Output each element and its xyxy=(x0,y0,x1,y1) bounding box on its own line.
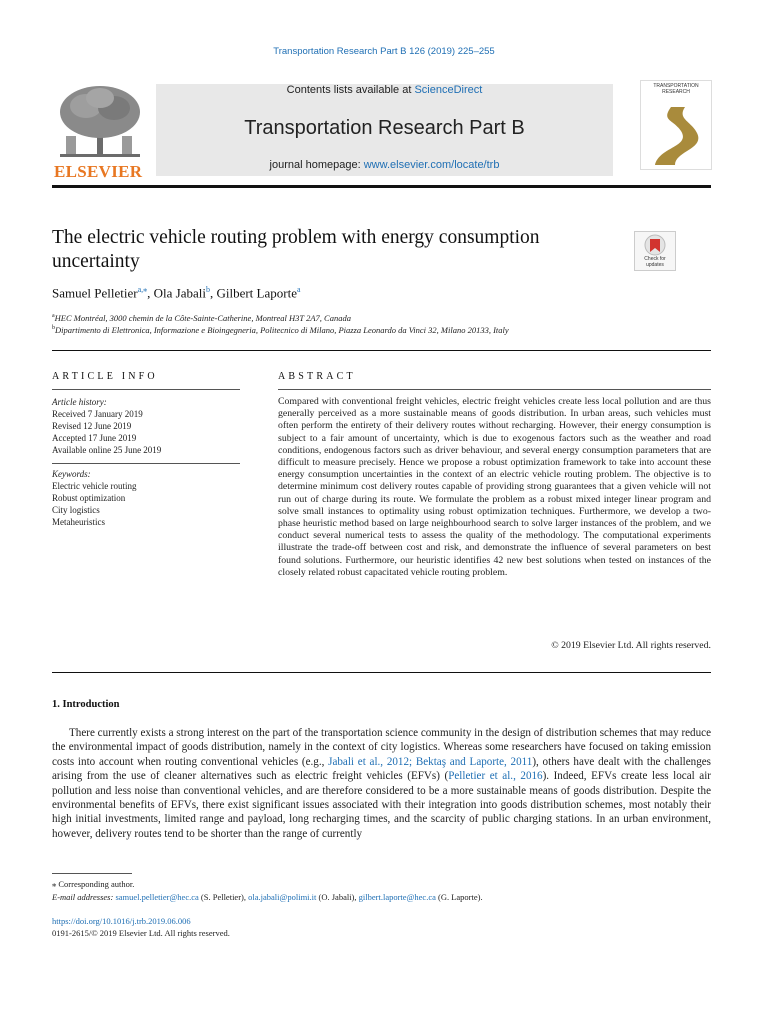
affiliation-key: b xyxy=(52,325,55,332)
intro-text-part: There currently exists a strong interest on the part of the transportation science community in the design of distribution schemes that may reduce the environmental impact of goods distribution, namely in the context of city logistics. Whereas some researchers have focused on taking emission costs into account when routing conventional vehicles (e.g., xyxy=(52,727,711,768)
contents-line xyxy=(156,84,613,96)
footnote-emails xyxy=(52,892,483,902)
email-link[interactable]: samuel.pelletier@hec.ca xyxy=(115,892,199,902)
affiliation-text: Dipartimento di Elettronica, Informazione e Bioingegneria, Politecnico di Milano, Piazza Leonardo da Vinci 32, Milano 20133, Italy xyxy=(55,325,509,335)
affiliation-key: a xyxy=(52,313,55,320)
keyword: Electric vehicle routing xyxy=(52,481,137,491)
check-updates-label: Check for updates xyxy=(644,256,666,268)
article-title: The electric vehicle routing problem with energy consumption uncertainty xyxy=(52,227,540,272)
history-item: Received 7 January 2019 xyxy=(52,409,143,419)
abstract-copyright: © 2019 Elsevier Ltd. All rights reserved. xyxy=(551,640,711,651)
contents-prefix: Contents lists available at xyxy=(286,84,415,96)
keyword: Robust optimization xyxy=(52,493,126,503)
keywords-label: Keywords: xyxy=(52,469,91,479)
author-separator: , xyxy=(209,285,217,301)
affiliation xyxy=(52,325,509,335)
email-link[interactable]: gilbert.laporte@hec.ca xyxy=(358,892,436,902)
history-item: Revised 12 June 2019 xyxy=(52,421,132,431)
check-for-updates-button[interactable] xyxy=(634,231,676,271)
keyword: Metaheuristics xyxy=(52,517,105,527)
keywords xyxy=(52,468,242,528)
affiliation-text: HEC Montréal, 3000 chemin de la Côte-Sainte-Catherine, Montreal H3T 2A7, Canada xyxy=(54,313,351,323)
history-item: Available online 25 June 2019 xyxy=(52,445,162,455)
author-list xyxy=(52,285,301,301)
journal-banner xyxy=(156,84,613,176)
citation-link[interactable]: Pelletier et al., 2016 xyxy=(448,770,543,783)
email-owner: (G. Laporte). xyxy=(435,892,483,902)
publisher-wordmark: ELSEVIER xyxy=(54,162,143,181)
homepage-line xyxy=(156,159,613,171)
keyword: City logistics xyxy=(52,505,100,515)
article-info-heading: ARTICLE INFO xyxy=(52,371,158,382)
abstract-heading: ABSTRACT xyxy=(278,371,356,382)
history-label: Article history: xyxy=(52,397,107,407)
homepage-prefix: journal homepage: xyxy=(269,159,364,171)
author-separator: , xyxy=(147,285,154,301)
abstract-text: Compared with conventional freight vehicles, electric freight vehicles create less local pollution and are thus generally perceived as a more sustainable means of goods distribution. In urban areas, such vehicles must often perform the entirety of their delivery routes without recharging. However, their energy consumption is subject to a fair amount of uncertainty, which is due to exogenous factors such as the weather and road conditions, endogenous factors such as driver behaviour, and several energy consumption parameters that are difficult to measure precisely. Hence we propose a robust optimization framework to take into account these energy consumption uncertainties in the context of an electric vehicle routing problem. The objective is to determine minimum cost delivery routes capable of providing strong guarantees that a given vehicle will not run out of charge during its route. We formulate the problem as a robust mixed integer linear program and solve small instances to optimality using robust optimization techniques. Furthermore, we develop a two-phase heuristic method based on large neighbourhood search to solve larger instances of the problem, and we conduct several numerical tests to assess the quality of the methodology. The computational experiments illustrate the trade-off between cost and risk, and demonstrate the influence of several parameters on best found solutions. Furthermore, our heuristic identifies 42 new best solutions when tested on instances of the closely related robust capacitated vehicle routing problem. xyxy=(278,396,711,578)
author-affiliation-mark[interactable]: a,⁎ xyxy=(137,285,148,294)
author-name[interactable]: Samuel Pelletier xyxy=(52,285,138,301)
article-info-rule xyxy=(52,463,240,464)
email-owner: (S. Pelletier), xyxy=(198,892,249,902)
intro-text-part: ), others have dealt with the challenges arising from the use of cleaner alternatives such as electric freight vehicles (EFVs) ( xyxy=(52,755,712,783)
citation-link[interactable]: Jabali et al., 2012; Bektaş and Laporte, 2011 xyxy=(328,755,533,768)
footnote-text: Corresponding author. xyxy=(58,879,135,889)
article-info-rule xyxy=(52,389,240,390)
footnote-rule xyxy=(52,873,132,874)
elsevier-tree-logo xyxy=(52,84,148,181)
footnote-mark: ⁎ xyxy=(52,879,57,889)
author-name[interactable]: Gilbert Laporte xyxy=(216,285,297,301)
journal-title: Transportation Research Part B xyxy=(244,117,525,139)
cover-title: TRANSPORTATION RESEARCH xyxy=(653,83,699,95)
journal-header xyxy=(52,84,712,186)
section-heading: 1. Introduction xyxy=(52,699,120,710)
footnote-corresponding xyxy=(52,879,134,890)
journal-cover-image xyxy=(640,80,712,170)
author-name[interactable]: Ola Jabali xyxy=(153,285,206,301)
abstract-rule xyxy=(278,389,711,390)
homepage-link[interactable]: www.elsevier.com/locate/trb xyxy=(363,159,500,171)
intro-paragraph xyxy=(52,726,711,841)
section-rule xyxy=(52,350,711,351)
doi-link[interactable]: https://doi.org/10.1016/j.trb.2019.06.006 xyxy=(52,916,191,926)
article-history xyxy=(52,396,242,456)
issn-copyright: 0191-2615/© 2019 Elsevier Ltd. All rights reserved. xyxy=(52,928,230,938)
history-item: Accepted 17 June 2019 xyxy=(52,433,137,443)
affiliation xyxy=(52,313,351,323)
author-affiliation-mark[interactable]: a xyxy=(296,285,301,294)
header-rule xyxy=(52,185,711,188)
email-link[interactable]: ola.jabali@polimi.it xyxy=(248,892,317,902)
email-label: E-mail addresses: xyxy=(52,892,116,902)
author-affiliation-mark[interactable]: b xyxy=(205,285,210,294)
journal-citation[interactable]: Transportation Research Part B 126 (2019) 225–255 xyxy=(273,46,495,57)
email-owner: (O. Jabali), xyxy=(316,892,359,902)
intro-text-part: ). Indeed, EFVs create less local air pollution and less noise than conventional vehicles, and are therefore considered to be a more sustainable means of goods distribution. Despite the environmental benefits of EFVs, there exist significant issues associated with their integration into goods distribution schemes, most notably their high initial investments, limited range and payload, long recharging times, and the scarcity of public charging stations. In an urban environment, however, delivery routes tend to be shorter than the range of currently xyxy=(52,770,711,840)
section-rule xyxy=(52,672,711,673)
sciencedirect-link[interactable]: ScienceDirect xyxy=(414,84,483,96)
